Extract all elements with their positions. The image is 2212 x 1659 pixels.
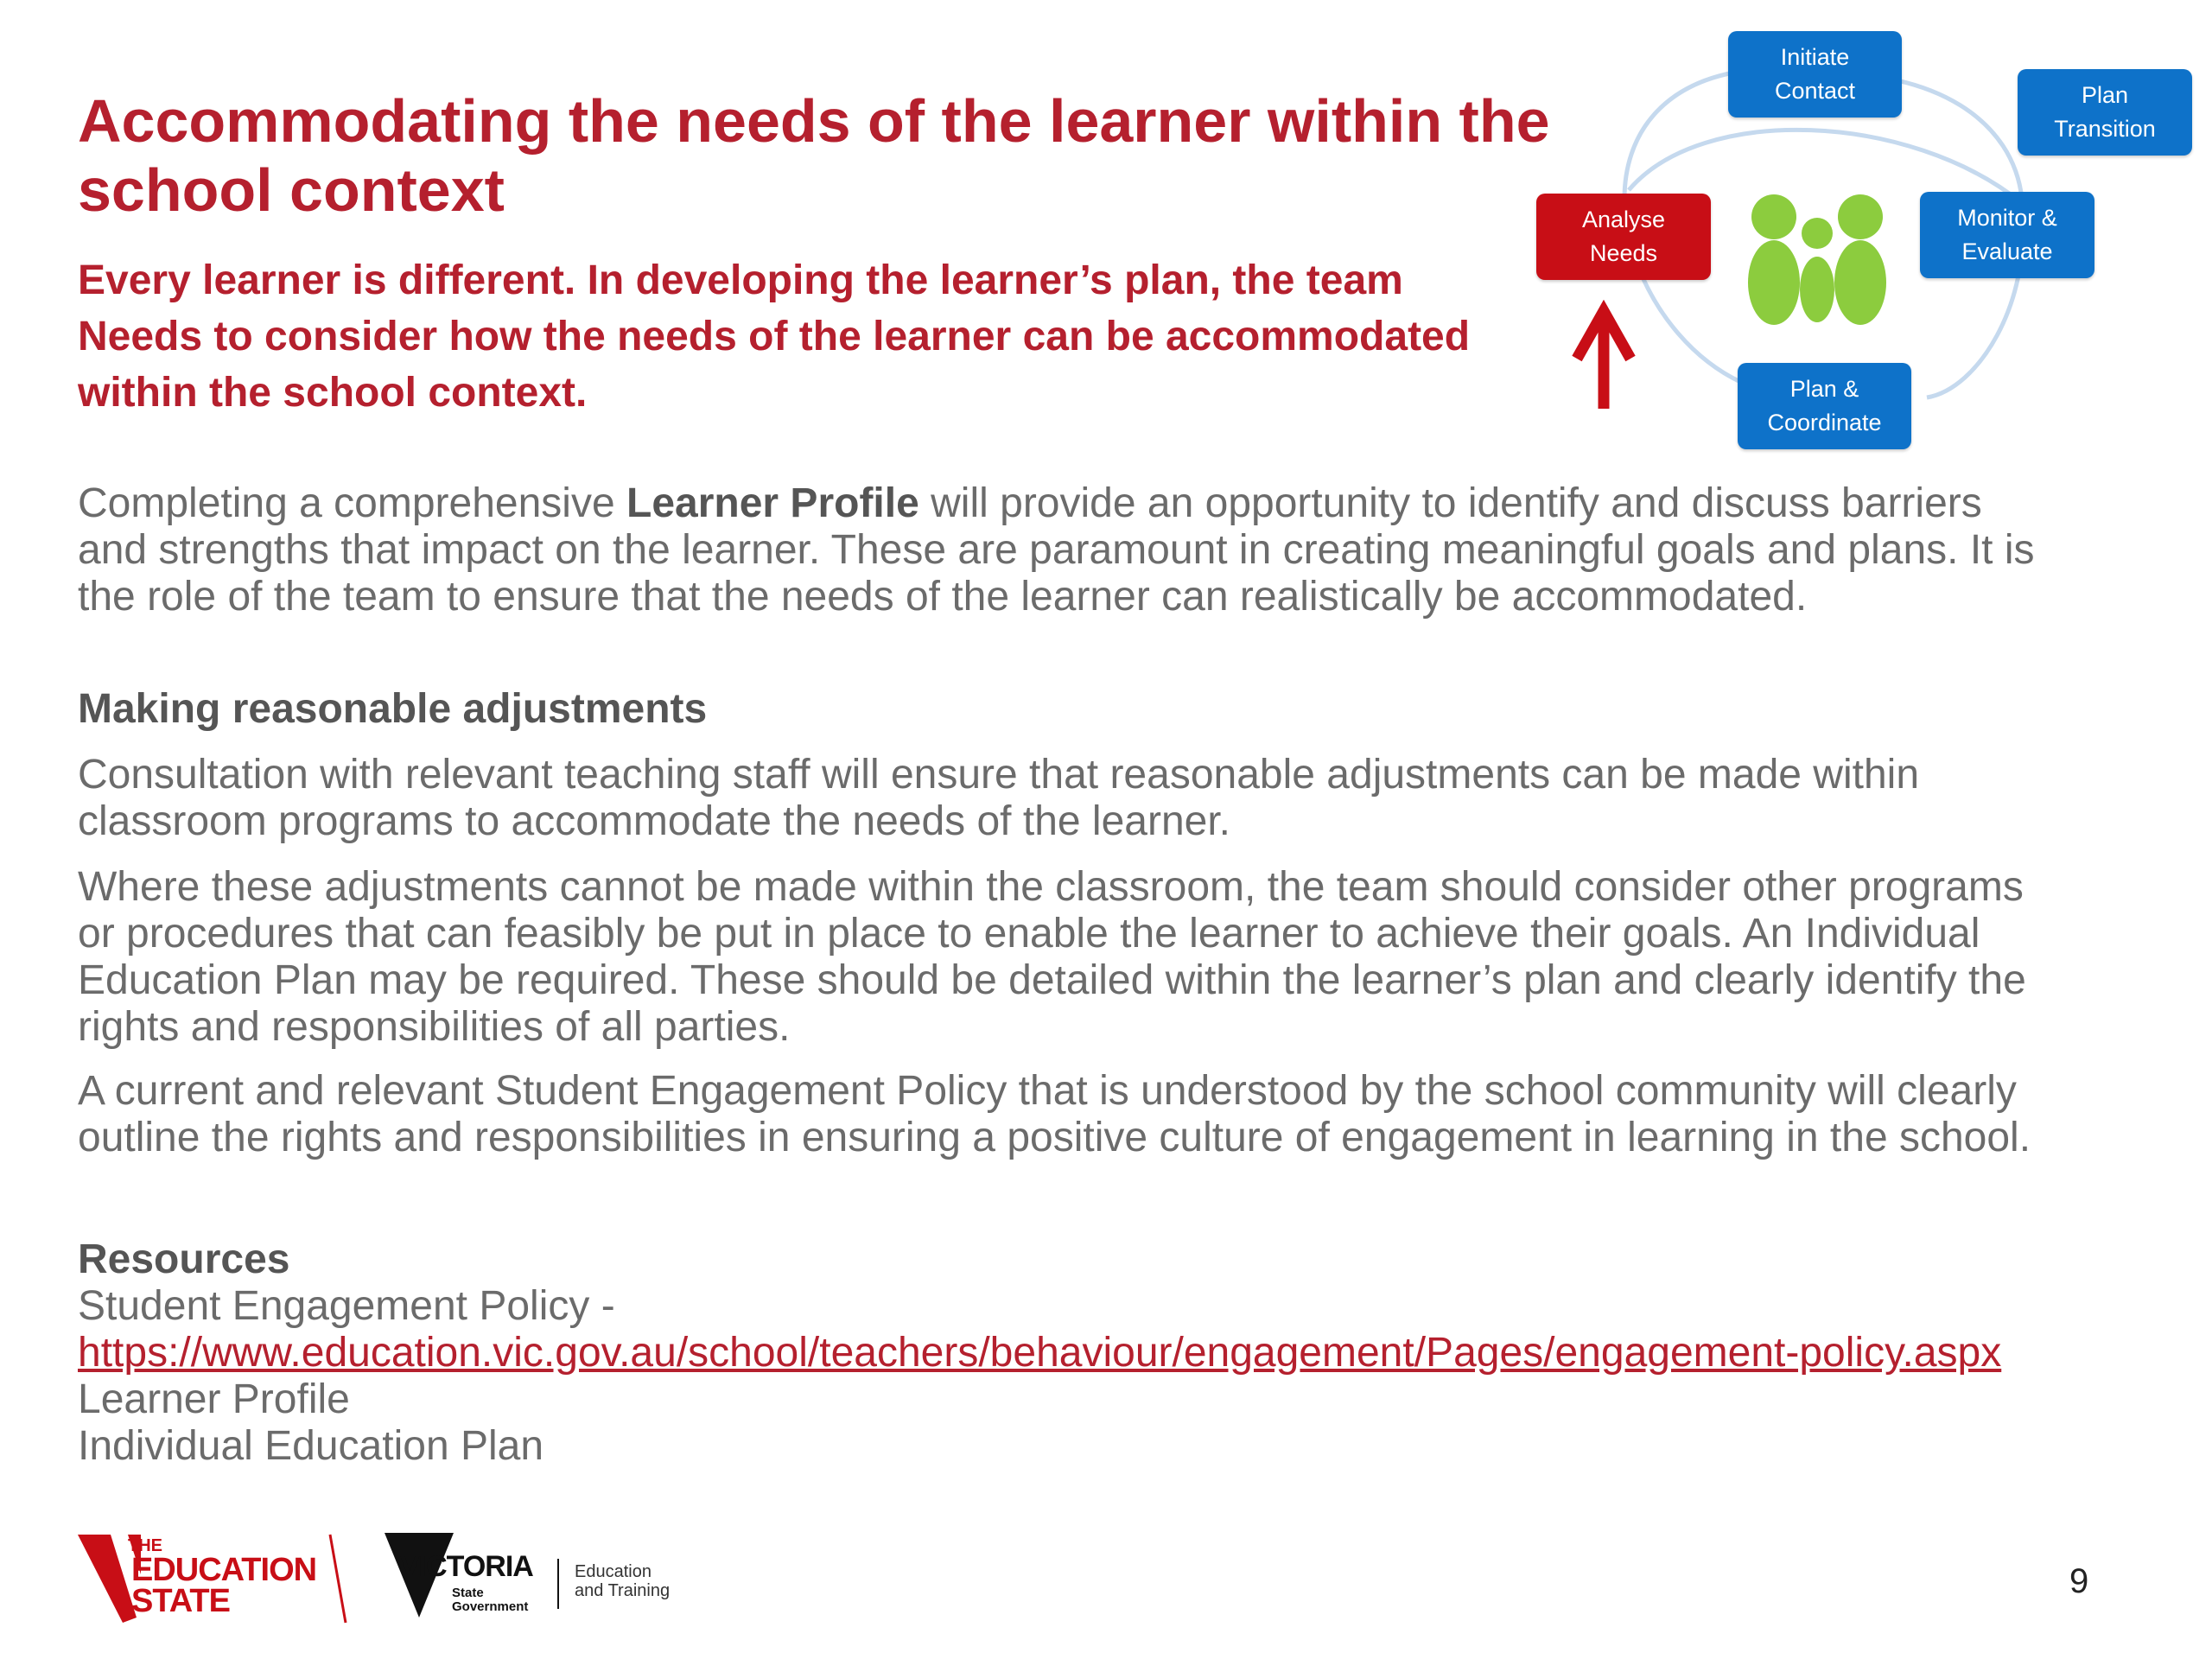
subtitle-line-1: Every learner is different. In developing the learner’s plan, the team xyxy=(78,257,1403,303)
learner-profile-term: Learner Profile xyxy=(626,480,919,526)
resource-learner-profile: Learner Profile xyxy=(78,1376,350,1422)
intro-paragraph: Completing a comprehensive Learner Profile will provide an opportunity to identify and discuss barriers and strengths that impact on the learner. These are paramount in creating meaningful goals and plans. It is the role of the team to ensure that the needs of the learner can realistically be accommodated. xyxy=(78,480,2035,620)
analyse-needs-node: Analyse Needs xyxy=(1536,194,1711,280)
education-state-logo: THE EDUCATION STATE xyxy=(78,1531,354,1626)
monitor-evaluate-node: Monitor & Evaluate xyxy=(1920,192,2094,278)
plan-coordinate-node: Plan & Coordinate xyxy=(1738,363,1911,449)
adjustments-paragraph-3: A current and relevant Student Engagement Policy that is understood by the school community will clearly outline the rights and responsibilities in ensuring a positive culture of engagement in learning in the school. xyxy=(78,1068,2031,1160)
adjustments-paragraph-2: Where these adjustments cannot be made within the classroom, the team should consider other programs or procedures that can feasibly be put in place to enable the learner to achieve their goals. An Individual Education Plan may be required. These should be detailed within the learner’s plan and clearly identify the rights and responsibilities of all parties. xyxy=(78,864,2026,1050)
resource-policy-label: Student Engagement Policy - xyxy=(78,1283,615,1329)
resources-section xyxy=(78,1236,2152,1470)
page-number: 9 xyxy=(2069,1562,2089,1600)
adjustments-heading: Making reasonable adjustments xyxy=(78,686,708,732)
subtitle-line-3: within the school context. xyxy=(78,370,588,416)
resources-heading: Resources xyxy=(78,1236,290,1282)
resource-iep: Individual Education Plan xyxy=(78,1423,544,1469)
initiate-contact-node: Initiate Contact xyxy=(1728,31,1902,118)
plan-transition-node: Plan Transition xyxy=(2018,69,2192,156)
adjustments-paragraph-1: Consultation with relevant teaching staff will ensure that reasonable adjustments can be made within classroom programs to accommodate the needs of the learner. xyxy=(78,752,1920,844)
arrow-up-icon xyxy=(1577,311,1630,409)
page-title xyxy=(78,86,1564,225)
title-line-1: Accommodating the needs of the learner within the xyxy=(78,87,1550,155)
engagement-policy-link[interactable]: https://www.education.vic.gov.au/school/teachers/behaviour/engagement/Pages/engagement-policy.aspx xyxy=(78,1330,2002,1376)
people-icon xyxy=(1748,194,1886,325)
victoria-government-logo: VICTORIA State Government Education and Training xyxy=(385,1531,696,1626)
subtitle-line-2: Needs to consider how the needs of the learner can be accommodated xyxy=(78,314,1471,359)
title-line-2: school context xyxy=(78,156,505,224)
planning-cycle-diagram xyxy=(1529,26,2203,458)
subtitle xyxy=(78,252,1547,421)
